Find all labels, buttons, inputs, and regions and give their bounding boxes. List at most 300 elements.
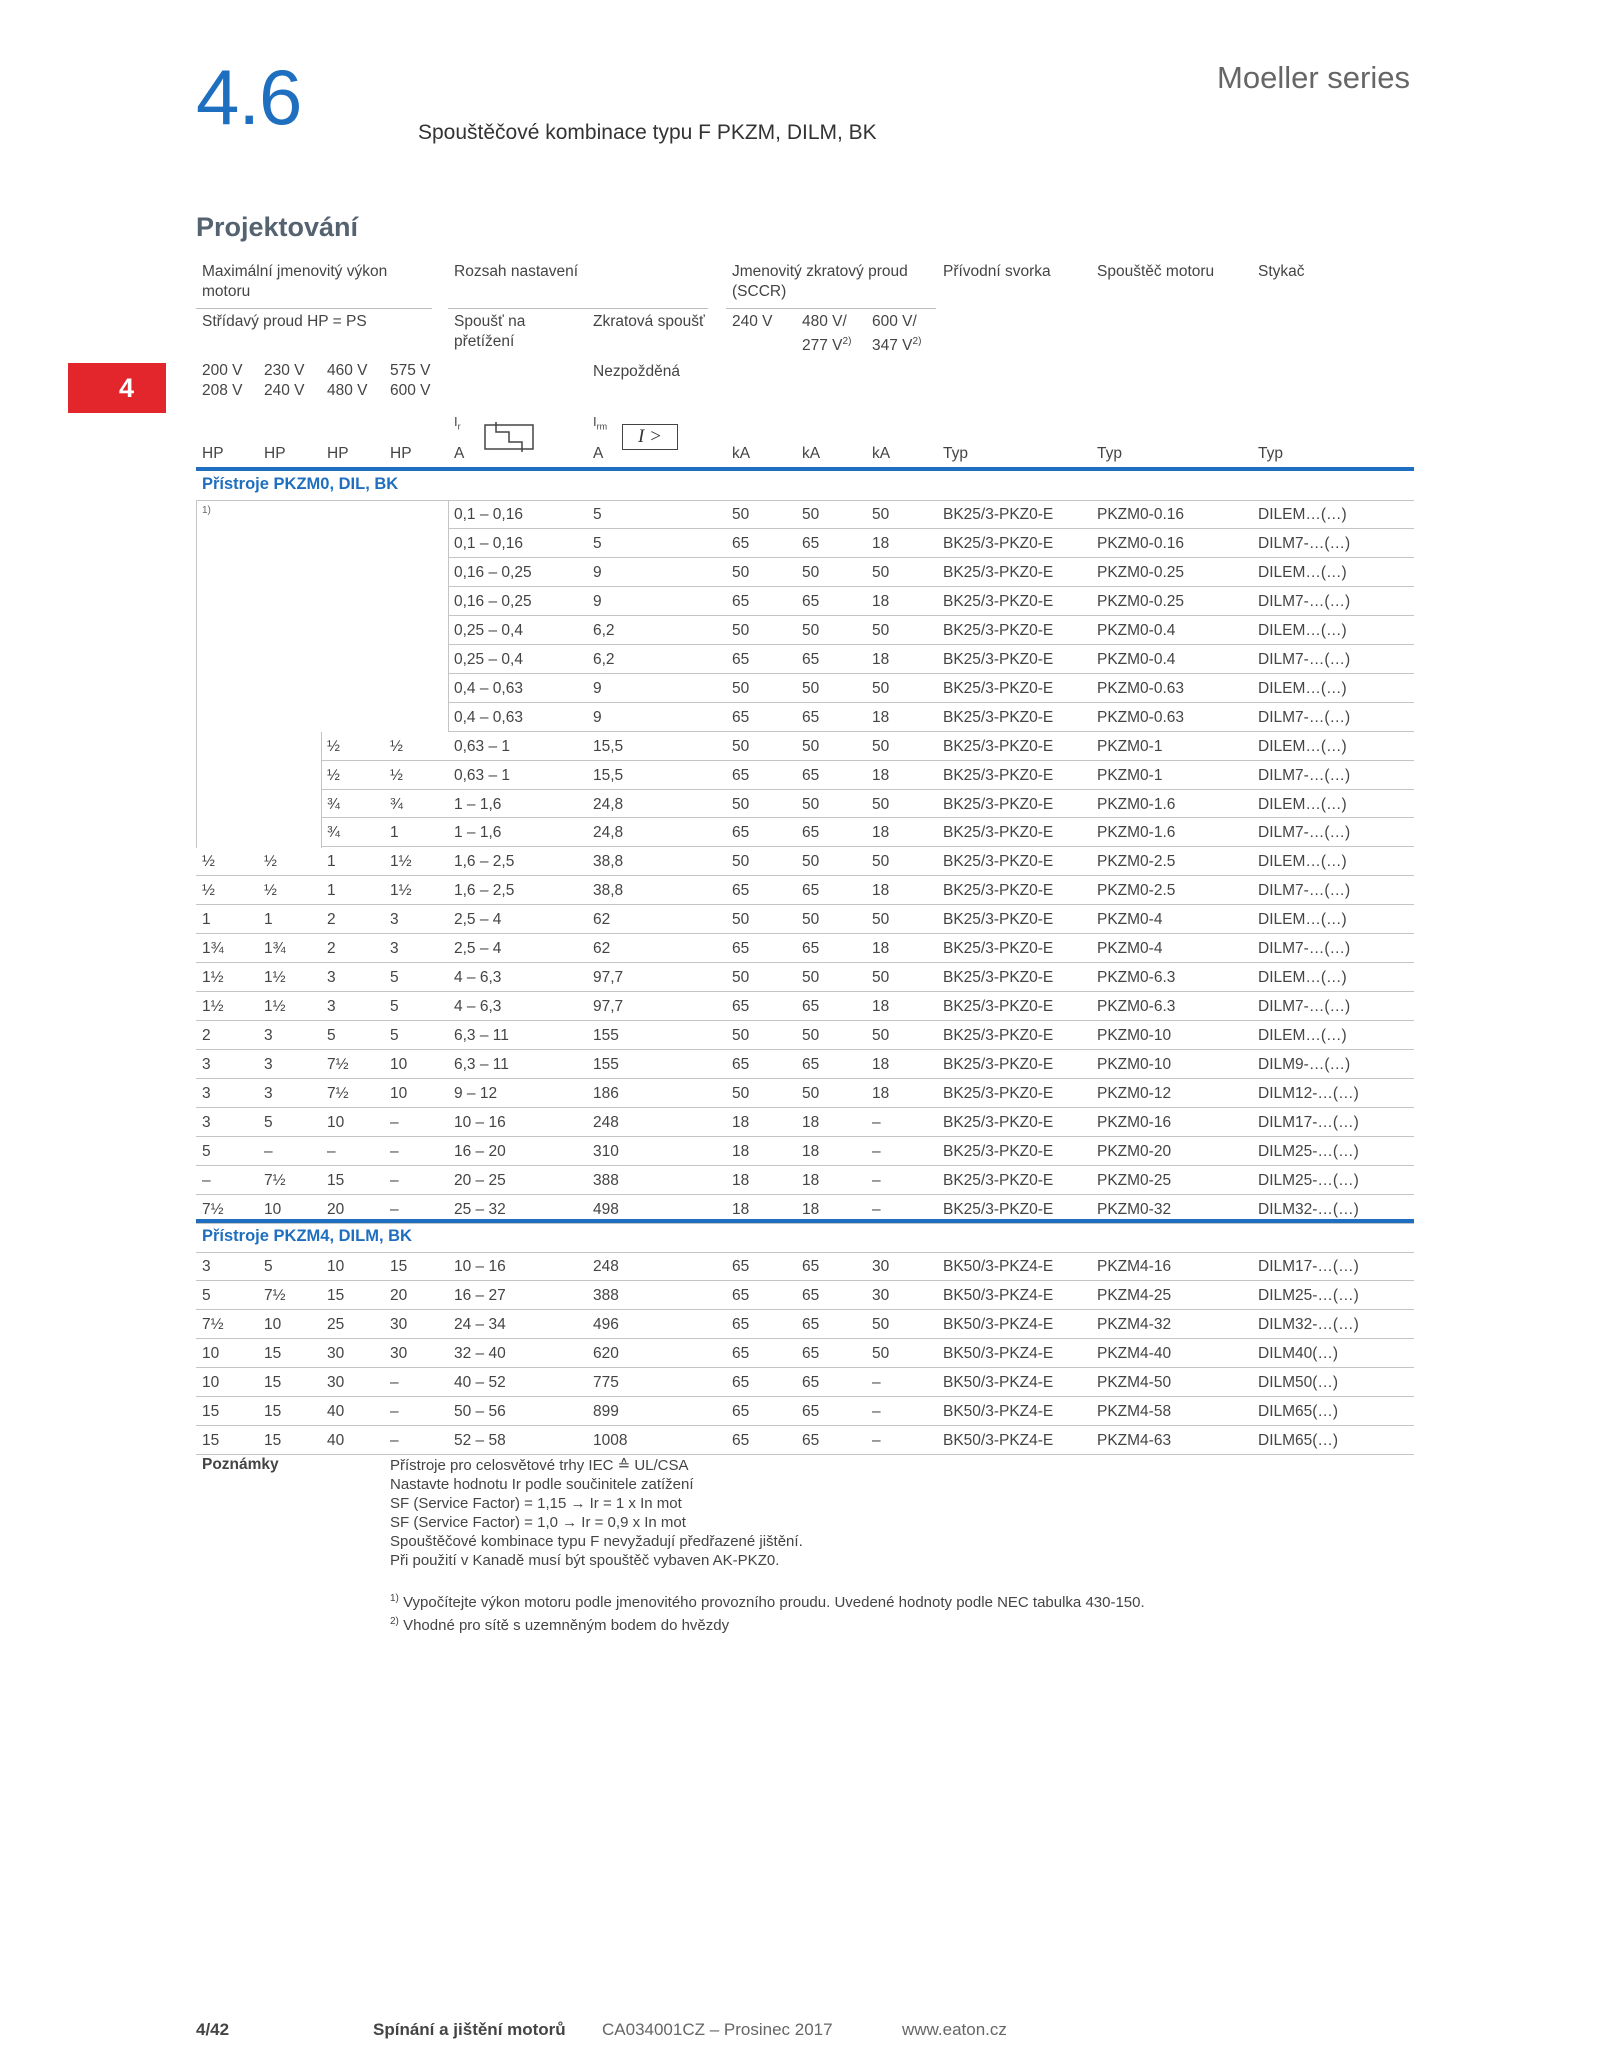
starter-type: PKZM0-10 [1097, 1027, 1172, 1045]
sccr-240: 65 [732, 1344, 750, 1362]
unit-label: HP [327, 445, 349, 462]
row-divider [448, 586, 1414, 587]
sccr-480: 50 [802, 911, 820, 929]
hp-575v: ½ [390, 766, 403, 784]
sccr-600: 50 [872, 911, 890, 929]
chapter-number: 4.6 [196, 53, 302, 141]
hp-230v: 7½ [264, 1171, 286, 1189]
shortcircuit-value: 186 [593, 1085, 619, 1102]
sccr-600: 50 [872, 1027, 890, 1045]
overload-range: 2,5 – 4 [454, 911, 502, 929]
overload-range: 25 – 32 [454, 1200, 506, 1218]
sccr-240-header: 240 V [732, 313, 773, 330]
sccr-600: 50 [872, 621, 890, 639]
terminal-type: BK25/3-PKZ0-E [943, 998, 1054, 1016]
sccr-480-header: 480 V/ 277 $V^{2)}$ [802, 313, 852, 355]
contactor-type: DILM7-…(…) [1258, 824, 1351, 842]
starter-type: PKZM0-0.4 [1097, 621, 1176, 639]
terminal-type: BK50/3-PKZ4-E [943, 1315, 1054, 1333]
sccr-600: 50 [872, 679, 890, 697]
sccr-240: 65 [732, 998, 750, 1016]
power-sub-header: Střídavý proud HP = PS [202, 313, 367, 330]
starter-type: PKZM0-25 [1097, 1171, 1172, 1189]
row-divider [448, 731, 1414, 732]
starter-type: PKZM0-0.4 [1097, 650, 1176, 668]
row-divider [448, 557, 1414, 558]
hp-200v: 3 [202, 1258, 211, 1275]
starter-type: PKZM0-0.25 [1097, 592, 1185, 610]
contactor-type: DILM65(…) [1258, 1402, 1339, 1420]
sccr-600: 18 [872, 650, 890, 668]
shortcircuit-value: 1008 [593, 1431, 628, 1449]
sccr-480: 50 [802, 1085, 820, 1102]
row-divider [196, 933, 1414, 934]
unit-label: HP [390, 445, 412, 462]
sccr-600: – [872, 1200, 881, 1218]
hp-230v: 1½ [264, 969, 286, 987]
overload-range: 6,3 – 11 [454, 1027, 509, 1045]
hp-575v: – [390, 1113, 399, 1131]
hp-575v: – [390, 1171, 399, 1189]
shortcircuit-value: 5 [593, 534, 602, 552]
footer-url[interactable]: www.eaton.cz [902, 2020, 1007, 2039]
hp-200v: 10 [202, 1344, 220, 1362]
starter-type: PKZM0-6.3 [1097, 998, 1176, 1016]
starter-type: PKZM0-1.6 [1097, 824, 1176, 842]
hp-460v: ½ [327, 737, 340, 755]
sccr-240: 65 [732, 1315, 750, 1333]
hp-200v: 1¾ [202, 940, 224, 958]
contactor-type: DILM7-…(…) [1258, 882, 1351, 900]
overload-range: 9 – 12 [454, 1085, 498, 1102]
starter-type: PKZM0-16 [1097, 1113, 1172, 1131]
chapter-tab: 4 [68, 363, 166, 413]
hp-230v: 15 [264, 1402, 282, 1420]
hp-200v: 15 [202, 1402, 220, 1420]
sccr-240: 50 [732, 737, 750, 755]
hp-575v: 5 [390, 969, 399, 987]
cell-border [196, 500, 197, 848]
sccr-600: – [872, 1402, 881, 1420]
starter-type: PKZM0-0.63 [1097, 679, 1185, 697]
unit-label: kA [802, 445, 821, 462]
row-divider [196, 1107, 1414, 1108]
section1-title: Přístroje PKZM0, DIL, BK [202, 475, 399, 493]
hp-200v: 15 [202, 1431, 220, 1449]
hp-460v: 40 [327, 1402, 345, 1420]
terminal-type: BK25/3-PKZ0-E [943, 911, 1054, 929]
sccr-240: 65 [732, 592, 750, 610]
overload-range: 2,5 – 4 [454, 940, 502, 958]
starter-type: PKZM4-58 [1097, 1402, 1172, 1420]
row-divider [321, 760, 1414, 761]
sccr-240: 65 [732, 1056, 750, 1074]
shortcircuit-value: 9 [593, 563, 602, 581]
hp-200v: 5 [202, 1142, 211, 1160]
sccr-240: 65 [732, 766, 750, 784]
note-line: Nastavte hodnotu Ir podle součinitele zatížení [390, 1476, 694, 1493]
hp-200v: 1½ [202, 998, 224, 1016]
section-heading: Projektování [196, 212, 359, 242]
voltage-col-2: 230 V 240 V [264, 362, 305, 399]
sccr-480: 50 [802, 563, 820, 581]
terminal-type: BK25/3-PKZ0-E [943, 940, 1054, 958]
sccr-240: 18 [732, 1171, 750, 1189]
sccr-group-header: Jmenovitý zkratový proud (SCCR) [732, 263, 908, 300]
sccr-240: 65 [732, 1286, 750, 1304]
hp-200v: ½ [202, 853, 215, 871]
row-divider [196, 1049, 1414, 1050]
contactor-type: DILM32-…(…) [1258, 1315, 1359, 1333]
cell-border [448, 500, 449, 732]
sccr-240: 50 [732, 506, 750, 523]
row-divider [196, 1338, 1414, 1339]
terminal-type: BK25/3-PKZ0-E [943, 621, 1054, 639]
hp-575v: – [390, 1142, 399, 1160]
terminal-type: BK25/3-PKZ0-E [943, 1056, 1054, 1074]
sccr-240: 18 [732, 1200, 750, 1218]
contactor-type: DILM7-…(…) [1258, 592, 1351, 610]
hp-460v: 30 [327, 1373, 345, 1391]
hp-230v: 7½ [264, 1286, 286, 1304]
shortcircuit-trip-symbol: I > [622, 424, 678, 450]
hp-575v: ¾ [390, 795, 403, 813]
unit-label: Typ [943, 445, 968, 462]
sccr-600: 18 [872, 940, 890, 958]
sccr-480: 65 [802, 766, 820, 784]
sccr-480: 65 [802, 534, 820, 552]
sccr-480: 50 [802, 853, 820, 871]
starter-type: PKZM0-1 [1097, 737, 1163, 755]
footnote-1: $^{1)}$ Vypočítejte výkon motoru podle jmenovitého provozního proudu. Uvedené hodnoty podle NEC tabulka 430-150. [390, 1593, 1145, 1611]
hp-460v: ¾ [327, 795, 340, 813]
hp-230v: 1¾ [264, 940, 286, 958]
sccr-480: 50 [802, 969, 820, 987]
overload-trip-symbol [484, 422, 534, 452]
overload-range: 0,4 – 0,63 [454, 679, 523, 697]
sccr-480: 65 [802, 1258, 820, 1275]
hp-200v: 3 [202, 1056, 211, 1074]
shortcircuit-value: 498 [593, 1200, 619, 1218]
sccr-240: 65 [732, 1258, 750, 1275]
contactor-type: DILEM…(…) [1258, 679, 1347, 697]
shortcircuit-value: 62 [593, 940, 611, 958]
sccr-240: 50 [732, 795, 750, 813]
overload-range: 32 – 40 [454, 1344, 506, 1362]
sccr-480: 65 [802, 650, 820, 668]
sccr-240: 50 [732, 1085, 750, 1102]
sccr-600: 18 [872, 998, 890, 1016]
irm-label: $I_{rm}$ [593, 414, 608, 432]
row-divider [196, 991, 1414, 992]
hp-460v: 15 [327, 1171, 345, 1189]
terminal-type: BK25/3-PKZ0-E [943, 1027, 1054, 1045]
starter-type: PKZM0-12 [1097, 1085, 1172, 1102]
hp-575v: – [390, 1373, 399, 1391]
starter-type: PKZM0-0.16 [1097, 534, 1185, 552]
hp-230v: 3 [264, 1056, 273, 1074]
hp-460v: 1 [327, 882, 336, 900]
sccr-240: 50 [732, 1027, 750, 1045]
hp-575v: – [390, 1431, 399, 1449]
sccr-600: 50 [872, 1315, 890, 1333]
row-divider [196, 1280, 1414, 1281]
sccr-480: 65 [802, 1402, 820, 1420]
terminal-type: BK25/3-PKZ0-E [943, 795, 1054, 813]
row-divider [196, 1194, 1414, 1195]
hp-460v: 3 [327, 969, 336, 987]
shortcircuit-value: 155 [593, 1027, 619, 1045]
shortcircuit-value: 388 [593, 1171, 619, 1189]
shortcircuit-value: 899 [593, 1402, 619, 1420]
hp-460v: 10 [327, 1258, 345, 1275]
contactor-type: DILM25-…(…) [1258, 1171, 1359, 1189]
overload-range: 50 – 56 [454, 1402, 506, 1420]
terminal-type: BK25/3-PKZ0-E [943, 766, 1054, 784]
starter-type: PKZM0-20 [1097, 1142, 1172, 1160]
note-line: Při použití v Kanadě musí být spouštěč vybaven AK-PKZ0. [390, 1552, 780, 1569]
hp-575v: 5 [390, 998, 399, 1016]
sccr-480: 50 [802, 737, 820, 755]
row-divider [196, 1454, 1414, 1455]
overload-range: 16 – 27 [454, 1286, 506, 1304]
hp-460v: 7½ [327, 1085, 349, 1102]
sccr-240: 65 [732, 708, 750, 726]
overload-range: 16 – 20 [454, 1142, 506, 1160]
starter-type: PKZM4-40 [1097, 1344, 1172, 1362]
row-divider [196, 1396, 1414, 1397]
sccr-600-header: 600 V/ 347 $V^{2)}$ [872, 313, 922, 355]
shortcircuit-value: 97,7 [593, 998, 624, 1016]
shortcircuit-value: 6,2 [593, 621, 615, 639]
hp-460v: – [327, 1142, 336, 1160]
sccr-480: 18 [802, 1200, 820, 1218]
sccr-240: 65 [732, 824, 750, 842]
sccr-480: 65 [802, 592, 820, 610]
shortcircuit-value: 248 [593, 1113, 619, 1131]
footnote-mark-1: 1) [202, 505, 211, 516]
hp-575v: 1 [390, 824, 399, 842]
overload-range: 4 – 6,3 [454, 969, 502, 987]
hp-230v: ½ [264, 882, 277, 900]
overload-range: 0,25 – 0,4 [454, 621, 523, 639]
row-divider [448, 702, 1414, 703]
contactor-type: DILEM…(…) [1258, 911, 1347, 929]
hp-575v: 30 [390, 1315, 408, 1333]
hp-460v: 25 [327, 1315, 345, 1333]
sccr-600: – [872, 1142, 881, 1160]
row-divider [448, 528, 1414, 529]
notes-label: Poznámky [202, 1456, 279, 1473]
terminal-type: BK25/3-PKZ0-E [943, 1113, 1054, 1131]
contactor-type: DILEM…(…) [1258, 1027, 1347, 1045]
starter-type: PKZM0-1.6 [1097, 795, 1176, 813]
contactor-type: DILM7-…(…) [1258, 708, 1351, 726]
page-number: 4/42 [196, 2020, 230, 2039]
sccr-480: 65 [802, 708, 820, 726]
sccr-600: 50 [872, 969, 890, 987]
starter-type: PKZM0-4 [1097, 940, 1163, 958]
shortcircuit-value: 24,8 [593, 824, 624, 842]
starter-type: PKZM0-4 [1097, 911, 1163, 929]
row-divider [196, 1425, 1414, 1426]
shortcircuit-value: 310 [593, 1142, 619, 1160]
hp-200v: 10 [202, 1373, 220, 1391]
hp-575v: – [390, 1200, 399, 1218]
sccr-600: 18 [872, 1056, 890, 1074]
overload-range: 40 – 52 [454, 1373, 506, 1391]
overload-range: 0,4 – 0,63 [454, 708, 523, 726]
overload-range: 10 – 16 [454, 1113, 506, 1131]
overload-range: 0,63 – 1 [454, 737, 511, 755]
sccr-240: 50 [732, 853, 750, 871]
hp-200v: 3 [202, 1085, 211, 1102]
hp-575v: 1½ [390, 853, 412, 871]
contactor-type: DILM40(…) [1258, 1344, 1339, 1362]
sccr-600: 50 [872, 795, 890, 813]
hp-200v: 2 [202, 1027, 211, 1045]
hp-230v: 5 [264, 1113, 273, 1131]
hp-230v: 15 [264, 1431, 282, 1449]
unit-label: Typ [1097, 445, 1122, 462]
shortcircuit-value: 496 [593, 1315, 619, 1333]
sccr-480: 65 [802, 1286, 820, 1304]
sccr-240: 65 [732, 1402, 750, 1420]
shortcircuit-value: 38,8 [593, 882, 624, 900]
row-divider [321, 846, 1414, 847]
hp-460v: 3 [327, 998, 336, 1016]
terminal-type: BK25/3-PKZ0-E [943, 882, 1054, 900]
terminal-type: BK25/3-PKZ0-E [943, 563, 1054, 581]
shortcircuit-value: 775 [593, 1373, 619, 1391]
hp-460v: ½ [327, 766, 340, 784]
series-label: Moeller series [1217, 60, 1410, 95]
contactor-header: Stykač [1258, 263, 1305, 280]
overload-range: 1,6 – 2,5 [454, 882, 515, 900]
terminal-type: BK25/3-PKZ0-E [943, 824, 1054, 842]
sccr-600: 30 [872, 1258, 890, 1275]
overload-range: 10 – 16 [454, 1258, 506, 1275]
starter-type: PKZM4-16 [1097, 1258, 1172, 1275]
sccr-480: 50 [802, 679, 820, 697]
hp-460v: ¾ [327, 824, 340, 842]
shortcircuit-value: 15,5 [593, 766, 624, 784]
note-line: SF (Service Factor) = 1,0 → Ir = 0,9 x In mot [390, 1514, 686, 1531]
shortcircuit-value: 15,5 [593, 737, 624, 755]
terminal-type: BK25/3-PKZ0-E [943, 1085, 1054, 1102]
starter-type: PKZM4-63 [1097, 1431, 1172, 1449]
contactor-type: DILM7-…(…) [1258, 998, 1351, 1016]
contactor-type: DILEM…(…) [1258, 795, 1347, 813]
row-divider [196, 1136, 1414, 1137]
hp-575v: 20 [390, 1286, 408, 1304]
hp-200v: 1 [202, 911, 211, 929]
note-line: Spouštěčové kombinace typu F nevyžadují předřazené jištění. [390, 1533, 803, 1550]
starter-type: PKZM4-32 [1097, 1315, 1172, 1333]
starter-type: PKZM0-0.25 [1097, 563, 1185, 581]
terminal-type: BK50/3-PKZ4-E [943, 1373, 1054, 1391]
section2-title: Přístroje PKZM4, DILM, BK [202, 1227, 412, 1245]
contactor-type: DILM25-…(…) [1258, 1142, 1359, 1160]
hp-230v: 3 [264, 1027, 273, 1045]
terminal-type: BK50/3-PKZ4-E [943, 1344, 1054, 1362]
contactor-type: DILM7-…(…) [1258, 534, 1351, 552]
row-divider [196, 1367, 1414, 1368]
contactor-type: DILEM…(…) [1258, 563, 1347, 581]
hp-230v: 15 [264, 1373, 282, 1391]
voltage-col-3: 460 V 480 V [327, 362, 368, 399]
sccr-480: 50 [802, 506, 820, 523]
terminal-type: BK25/3-PKZ0-E [943, 650, 1054, 668]
sccr-600: 50 [872, 853, 890, 871]
unit-label: kA [872, 445, 891, 462]
sccr-480: 65 [802, 1373, 820, 1391]
sccr-600: 18 [872, 534, 890, 552]
sccr-480: 65 [802, 998, 820, 1016]
hp-230v: ½ [264, 853, 277, 871]
starter-type: PKZM0-10 [1097, 1056, 1172, 1074]
sccr-240: 65 [732, 534, 750, 552]
row-divider [196, 962, 1414, 963]
hp-230v: 1 [264, 911, 273, 929]
sccr-240: 50 [732, 563, 750, 581]
row-divider [196, 1078, 1414, 1079]
sccr-240: 18 [732, 1113, 750, 1131]
terminal-type: BK50/3-PKZ4-E [943, 1286, 1054, 1304]
terminal-type: BK25/3-PKZ0-E [943, 534, 1054, 552]
contactor-type: DILM25-…(…) [1258, 1286, 1359, 1304]
hp-200v: 5 [202, 1286, 211, 1304]
unit-label: kA [732, 445, 751, 462]
hp-230v: 10 [264, 1315, 282, 1333]
shortcircuit-header: Zkratová spoušť [593, 313, 705, 330]
voltage-col-4: 575 V 600 V [390, 362, 431, 399]
overload-range: 0,63 – 1 [454, 766, 511, 784]
hp-460v: 2 [327, 940, 336, 958]
hp-460v: 40 [327, 1431, 345, 1449]
shortcircuit-value: 9 [593, 679, 602, 697]
sccr-600: – [872, 1171, 881, 1189]
overload-range: 6,3 – 11 [454, 1056, 509, 1074]
sccr-480: 65 [802, 1344, 820, 1362]
sccr-600: 18 [872, 592, 890, 610]
overload-range: 20 – 25 [454, 1171, 506, 1189]
hp-575v: 5 [390, 1027, 399, 1045]
unit-label: HP [202, 445, 224, 462]
hp-575v: 10 [390, 1056, 408, 1074]
shortcircuit-value: 6,2 [593, 650, 615, 668]
terminal-type: BK25/3-PKZ0-E [943, 1171, 1054, 1189]
unit-label: A [593, 445, 604, 462]
shortcircuit-value: 24,8 [593, 795, 624, 813]
row-divider [448, 644, 1414, 645]
hp-575v: – [390, 1402, 399, 1420]
terminal-type: BK25/3-PKZ0-E [943, 1200, 1054, 1218]
cell-border [321, 732, 322, 848]
row-divider [196, 1309, 1414, 1310]
sccr-600: 18 [872, 1085, 890, 1102]
overload-range: 0,16 – 0,25 [454, 592, 532, 610]
hp-200v: 7½ [202, 1315, 224, 1333]
sccr-480: 18 [802, 1113, 820, 1131]
voltage-col-1: 200 V 208 V [202, 362, 243, 399]
sccr-480: 65 [802, 882, 820, 900]
sccr-480: 65 [802, 1431, 820, 1449]
sccr-240: 50 [732, 911, 750, 929]
starter-type: PKZM4-50 [1097, 1373, 1172, 1391]
row-divider [448, 673, 1414, 674]
sccr-600: – [872, 1431, 881, 1449]
